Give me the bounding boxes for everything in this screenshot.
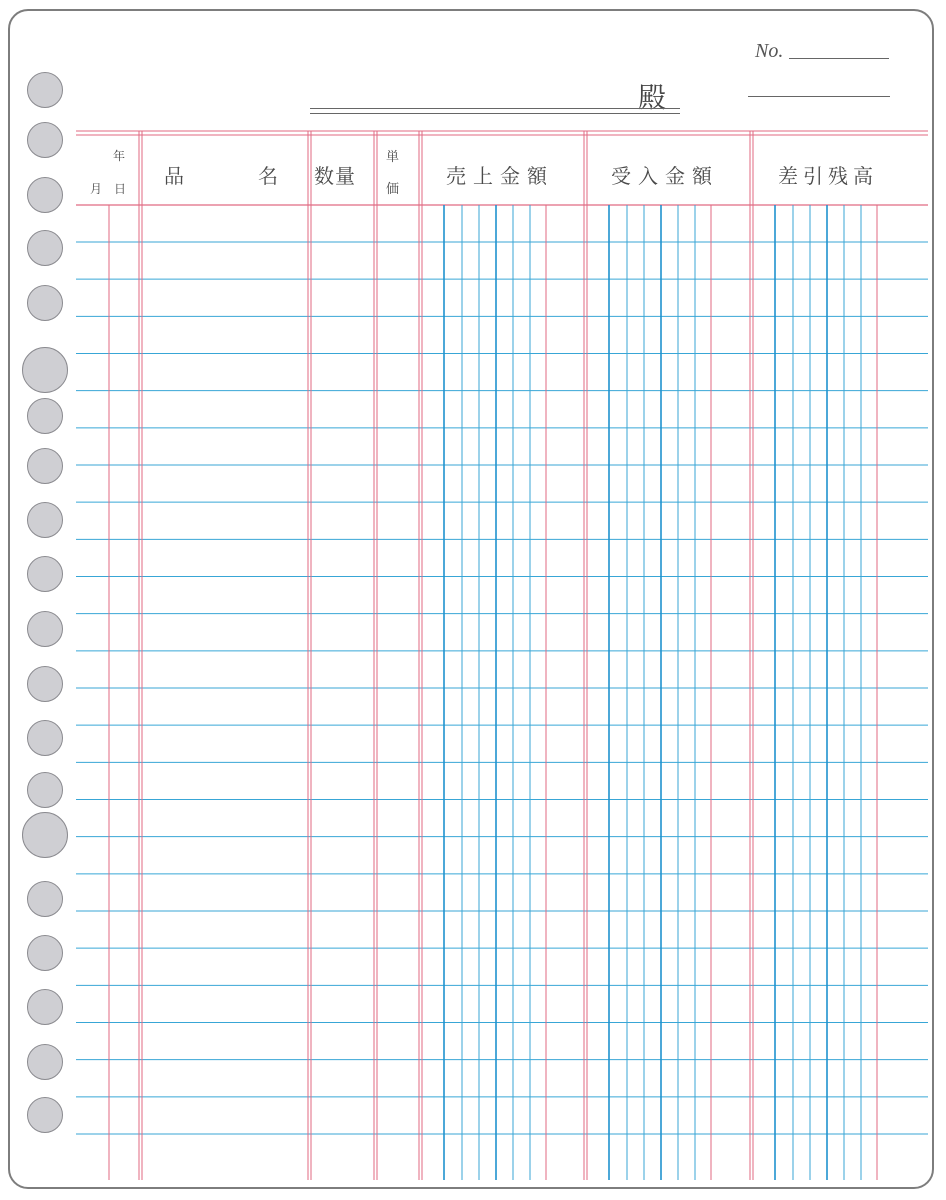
header-day: 日 xyxy=(114,182,127,196)
header-unit-price-2: 価 xyxy=(386,182,400,197)
addressee-field-line[interactable] xyxy=(310,108,680,114)
header-unit-price-1: 単 xyxy=(386,150,400,165)
addressee-honorific: 殿 xyxy=(638,81,667,114)
header-sales-amount: 売上金額 xyxy=(446,164,554,188)
header-item-name-2: 名 xyxy=(258,164,278,188)
header-received-amount: 受入金額 xyxy=(611,164,719,188)
header-month: 月 xyxy=(90,182,103,196)
addressee-extra-line[interactable] xyxy=(748,96,890,97)
header-balance: 差引残高 xyxy=(778,164,878,188)
number-label: No. xyxy=(755,40,784,62)
header-item-name-1: 品 xyxy=(164,164,184,188)
number-field-line[interactable] xyxy=(789,58,889,59)
header-quantity: 数量 xyxy=(314,164,356,188)
header-year: 年 xyxy=(113,149,126,163)
